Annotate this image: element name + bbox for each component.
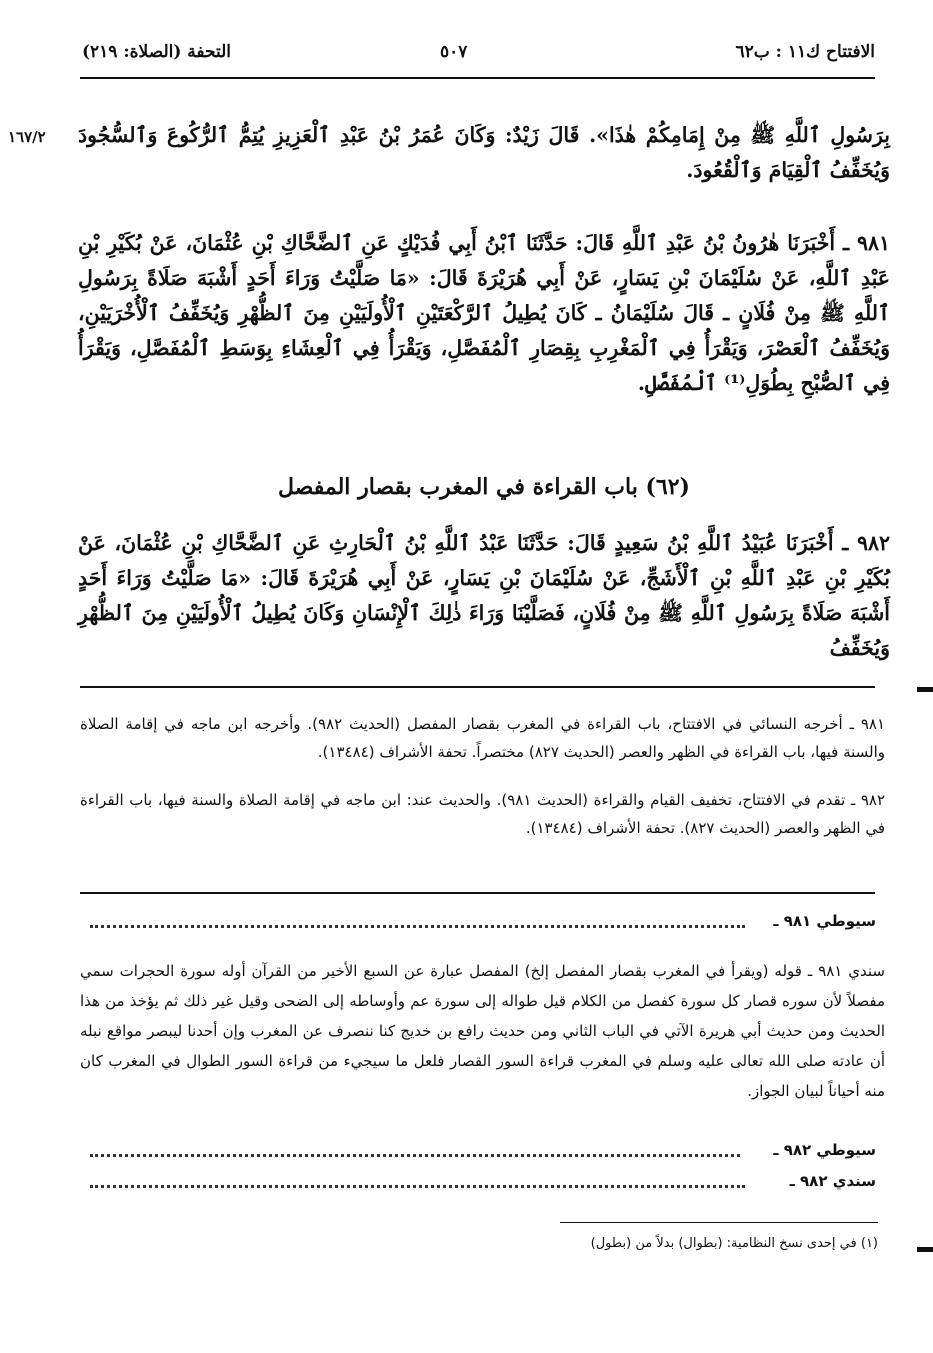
hadith-981: ٩٨١ ـ أَخْبَرَنَا هٰرُونُ بْنُ عَبْدِ ٱللَّهِ قَالَ: حَدَّثَنَا ٱبْنُ أَبِي فُدَيْكٍ عَنِ ٱلضَّحَّاكِ بْنِ عُثْمَانَ، عَنْ بُكَيْرِ بْنِ عَبْدِ ٱللَّهِ، عَنْ سُلَيْمَانَ بْنِ يَسَارٍ، عَنْ أَبِي هُرَيْرَةَ قَالَ: «مَا صَلَّيْتُ وَرَاءَ أَحَدٍ أَشْبَهَ صَلَاةً بِرَسُولِ ٱللَّهِ ﷺ مِنْ فُلَانٍ ـ قَالَ سُلَيْمَانُ ـ كَانَ يُطِيلُ ٱلرَّكْعَتَيْنِ ٱلْأُولَيَيْنِ مِنَ ٱلظُّهْرِ وَيُخَفِّفُ ٱلْأُخْرَيَيْنِ، وَيُخَفِّفُ ٱلْعَصْرَ، وَيَقْرَأُ فِي ٱلْمَغْرِبِ بِقِصَارِ ٱلْمُفَصَّلِ، وَيَقْرَأُ فِي ٱلْعِشَاءِ بِوَسَطِ ٱلْمُفَصَّلِ، وَيَقْرَأُ فِي ٱلصُّبْحِ بِطُوَلِ⁽¹⁾ ٱلْمُفَصَّلِ. bbox=[78, 231, 890, 395]
footnote-rule bbox=[560, 1222, 878, 1223]
suyuti-982-label: سيوطي ٩٨٢ ـ bbox=[773, 1141, 876, 1159]
dotted-leader bbox=[90, 1154, 740, 1157]
header-book-reference: الافتتاح ك١١ : ب٦٢ bbox=[735, 42, 875, 62]
section-divider bbox=[80, 686, 875, 688]
page-number: ٥٠٧ bbox=[440, 42, 468, 62]
takhrij-note-982: ٩٨٢ ـ تقدم في الافتتاح، تخفيف القيام والقراءة (الحديث ٩٨١). والحديث عند: ابن ماجه في إقامة الصلاة والسنة فيها، باب القراءة في الظهر والعصر (الحديث ٨٢٧). تحفة الأشراف (١٣٤٨٤). bbox=[80, 791, 885, 837]
edge-mark bbox=[917, 687, 933, 692]
chapter-heading: (٦٢) باب القراءة في المغرب بقصار المفصل bbox=[278, 474, 690, 500]
sindi-982-label: سندي ٩٨٢ ـ bbox=[789, 1172, 876, 1190]
dotted-leader bbox=[90, 1185, 745, 1188]
margin-volume-page-reference: ١٦٧/٢ bbox=[8, 128, 46, 146]
hadith-continuation: بِرَسُولِ ٱللَّهِ ﷺ مِنْ إِمَامِكُمْ هٰذَا». قَالَ زَيْدٌ: وَكَانَ عُمَرُ بْنُ عَبْدِ ٱلْعَزِيزِ يُتِمُّ ٱلرُّكُوعَ وَٱلسُّجُودَ وَيُخَفِّفُ ٱلْقِيَامَ وَٱلْقُعُودَ. bbox=[78, 123, 890, 182]
hadith-982: ٩٨٢ ـ أَخْبَرَنَا عُبَيْدُ ٱللَّهِ بْنُ سَعِيدٍ قَالَ: حَدَّثَنَا عَبْدُ ٱللَّهِ بْنُ ٱلْحَارِثِ عَنِ ٱلضَّحَّاكِ بْنِ عُثْمَانَ، عَنْ بُكَيْرِ بْنِ عَبْدِ ٱللَّهِ بْنِ ٱلْأَشَجِّ، عَنْ سُلَيْمَانَ بْنِ يَسَارٍ، عَنْ أَبِي هُرَيْرَةَ قَالَ: «مَا صَلَّيْتُ وَرَاءَ أَحَدٍ أَشْبَهَ صَلَاةً بِرَسُولِ ٱللَّهِ ﷺ مِنْ فُلَانٍ، فَصَلَّيْنَا وَرَاءَ ذٰلِكَ ٱلْإِنْسَانِ وَكَانَ يُطِيلُ ٱلْأُولَيَيْنِ مِنَ ٱلظُّهْرِ وَيُخَفِّفُ bbox=[78, 531, 890, 660]
dotted-leader bbox=[90, 925, 745, 928]
edge-mark bbox=[917, 1247, 933, 1252]
takhrij-note-981: ٩٨١ ـ أخرجه النسائي في الافتتاح، باب القراءة في المغرب بقصار المفصل (الحديث ٩٨٢). وأخرجه ابن ماجه في إقامة الصلاة والسنة فيها، باب القراءة في الظهر والعصر (الحديث ٨٢٧) مختصراً. تحفة الأشراف (١٣٤٨٤). bbox=[80, 715, 886, 761]
footnote: (١) في إحدى نسخ النظامية: (بطوال) بدلاً من (بطول) bbox=[590, 1236, 878, 1251]
header-tuhfa-reference: التحفة (الصلاة: ٢١٩) bbox=[82, 42, 232, 62]
suyuti-981-label: سيوطي ٩٨١ ـ bbox=[773, 912, 876, 930]
header-rule bbox=[80, 77, 875, 79]
commentary-divider bbox=[80, 892, 875, 894]
sindi-981-commentary: سندي ٩٨١ ـ قوله (ويقرأ في المغرب بقصار المفصل إلخ) المفصل عبارة عن السبع الأخير من القرآن أوله سورة الحجرات سمي مفصلاً لأن سوره قصار كل سورة كفصل من الكلام قيل طواله إلى سورة عم وأوساطه إلى الضحى وقيل غير ذلك ثم يؤخذ من هذا الحديث ومن حديث أبي هريرة الآتي في الباب الثاني ومن حديث رافع بن خديج كنا ننصرف عن المغرب وإن أحدنا ليبصر مواقع نبله أن عادته صلى الله تعالى عليه وسلم في المغرب قراءة السور القصار فلعل ما سيجيء من قراءة السور الطوال في المغرب كان منه أحياناً لبيان الجواز. bbox=[80, 962, 885, 1100]
